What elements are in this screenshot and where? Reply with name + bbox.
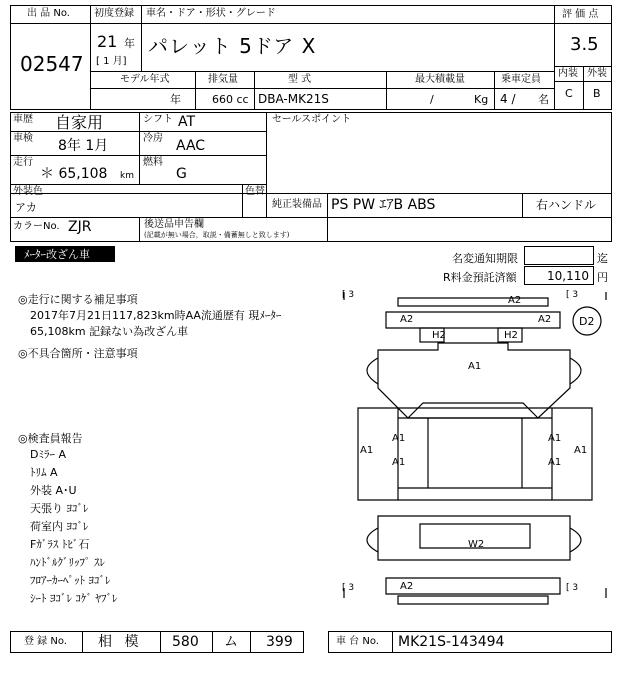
reg-month: [ 1 月] — [96, 56, 127, 67]
corner-label-tl: [ 3 — [342, 290, 355, 300]
supplement-line: 65,108km 記録ない為改ざん車 — [30, 325, 189, 338]
interior-grade: C — [565, 87, 573, 100]
inspector-line: ﾊﾝﾄﾞﾙｸﾞﾘｯﾌﾟ ｽﾚ — [30, 556, 105, 569]
ext-color-value: アカ — [15, 201, 37, 214]
lot-label: 出 品 No. — [27, 8, 70, 19]
history-label: 車歴 — [13, 114, 33, 125]
mileage-label: 走行 — [13, 157, 33, 168]
damage-mark: A2 — [508, 295, 522, 306]
repaint-label: 色替 — [245, 186, 265, 197]
reg-number: 399 — [266, 634, 293, 650]
reg-no-label: 登 録 No. — [24, 636, 67, 647]
reg-class: 580 — [172, 634, 199, 650]
name-change-box — [524, 246, 594, 265]
inspector-line: ﾄﾘﾑ A — [30, 466, 58, 479]
exterior-label: 外装 — [587, 68, 607, 79]
car-name-label: 車名・ドア・形状・グレード — [146, 8, 276, 19]
reg-year: 21 — [97, 32, 118, 51]
recycle-value: 10,110 — [547, 269, 589, 283]
max-load-label: 最大積載量 — [415, 74, 465, 85]
defects-title: ◎不具合箇所・注意事項 — [18, 347, 138, 360]
damage-mark: W2 — [468, 539, 485, 550]
displacement-label: 排気量 — [208, 74, 238, 85]
max-load-unit: Kg — [474, 93, 489, 106]
fuel-label: 燃料 — [143, 157, 163, 168]
inspector-line: ｼｰﾄ ﾖｺﾞﾚ ｺｹﾞ ﾔﾌﾞﾚ — [30, 592, 118, 605]
reg-kana: ム — [224, 634, 238, 650]
inspector-title: ◎検査員報告 — [18, 432, 83, 445]
score-label: 評 価 点 — [562, 9, 599, 20]
name-change-unit: 迄 — [597, 252, 608, 265]
reg-area: 相 模 — [98, 634, 143, 650]
inspector-line: Fｶﾞﾗｽ ﾄﾋﾞ石 — [30, 538, 90, 551]
equipment-label: 純正装備品 — [272, 199, 322, 210]
ac-label: 冷房 — [143, 133, 163, 144]
inspector-line: 外装 A･U — [30, 484, 77, 497]
corner-label-bl: [ 3 — [342, 583, 355, 593]
damage-mark: H2 — [504, 330, 518, 341]
car-outline — [338, 288, 612, 610]
displacement: 660 cc — [212, 93, 249, 106]
inspector-line: 荷室内 ﾖｺﾞﾚ — [30, 520, 89, 533]
interior-label: 内装 — [558, 68, 578, 79]
fuel-value: G — [176, 166, 187, 182]
type-label: 型 式 — [288, 74, 312, 85]
damage-mark: A1 — [548, 433, 562, 444]
damage-diagram — [338, 288, 612, 610]
corner-label-br: [ 3 — [566, 583, 579, 593]
inspection-label: 車検 — [13, 133, 33, 144]
steering-value: 右ハンドル — [536, 198, 597, 212]
damage-mark: A1 — [574, 445, 588, 456]
capacity-unit: 名 — [538, 93, 549, 106]
damage-mark: A1 — [360, 445, 374, 456]
capacity-label: 乗車定員 — [501, 74, 541, 85]
damage-mark: A1 — [392, 433, 406, 444]
shift-value: AT — [178, 114, 196, 130]
after-doc-note: (記載が無い場合，取説・備蓄無しと致します) — [144, 231, 290, 239]
inspector-line: 天張り ﾖｺﾞﾚ — [30, 502, 89, 515]
chassis-number: MK21S-143494 — [398, 634, 505, 650]
color-no-label: カラーNo. — [13, 221, 60, 232]
damage-mark: A2 — [400, 314, 414, 325]
after-doc-label: 後送品申告欄 — [144, 219, 204, 230]
sales-point-label: セールスポイント — [272, 114, 352, 125]
exterior-grade: B — [593, 87, 601, 100]
score-value: 3.5 — [570, 34, 599, 55]
recycle-unit: 円 — [597, 271, 608, 284]
damage-mark: D2 — [579, 315, 595, 328]
mileage-value: ＊ 65,108 — [40, 166, 108, 182]
model-year-label: モデル年式 — [120, 74, 170, 85]
damage-mark: A1 — [468, 361, 482, 372]
damage-mark: A1 — [548, 457, 562, 468]
supplement-title: ◎走行に関する補足事項 — [18, 293, 138, 306]
ext-color-label: 外装色 — [13, 186, 43, 197]
tampered-flag-label: ﾒｰﾀｰ改ざん車 — [24, 248, 90, 261]
first-reg-label: 初度登録 — [94, 8, 134, 19]
capacity-value: 4 / — [500, 92, 516, 106]
inspector-line: Dﾐﾗｰ A — [30, 448, 66, 461]
equipment-value: PS PW ｴｱB ABS — [331, 197, 436, 213]
supplement-line: 2017年7月21日117,823km時AA流通歴有 現ﾒｰﾀｰ — [30, 309, 282, 322]
shift-label: シフト — [143, 114, 173, 125]
damage-mark: A2 — [400, 581, 414, 592]
max-load-sep: / — [430, 93, 434, 106]
damage-mark: A2 — [538, 314, 552, 325]
reg-year-unit: 年 — [124, 37, 135, 50]
name-change-label: 名変通知期限 — [452, 252, 518, 265]
inspection-value: 8年 1月 — [58, 138, 109, 154]
recycle-label: R料金預託済額 — [443, 271, 517, 284]
mileage-unit: km — [120, 171, 134, 181]
color-no-value: ZJR — [68, 219, 92, 235]
history-value: 自家用 — [55, 113, 104, 132]
car-name: パレット 5ドア X — [148, 34, 317, 58]
corner-label-tr: [ 3 — [566, 290, 579, 300]
chassis-label: 車 台 No. — [336, 636, 379, 647]
inspector-line: ﾌﾛｱｰｶｰﾍﾟｯﾄ ﾖｺﾞﾚ — [30, 574, 111, 587]
damage-mark: A1 — [392, 457, 406, 468]
model-year-unit: 年 — [170, 93, 181, 106]
lot-number: 02547 — [20, 52, 84, 76]
ac-value: AAC — [176, 138, 206, 154]
damage-mark: H2 — [432, 330, 446, 341]
car-type: DBA-MK21S — [258, 92, 329, 106]
